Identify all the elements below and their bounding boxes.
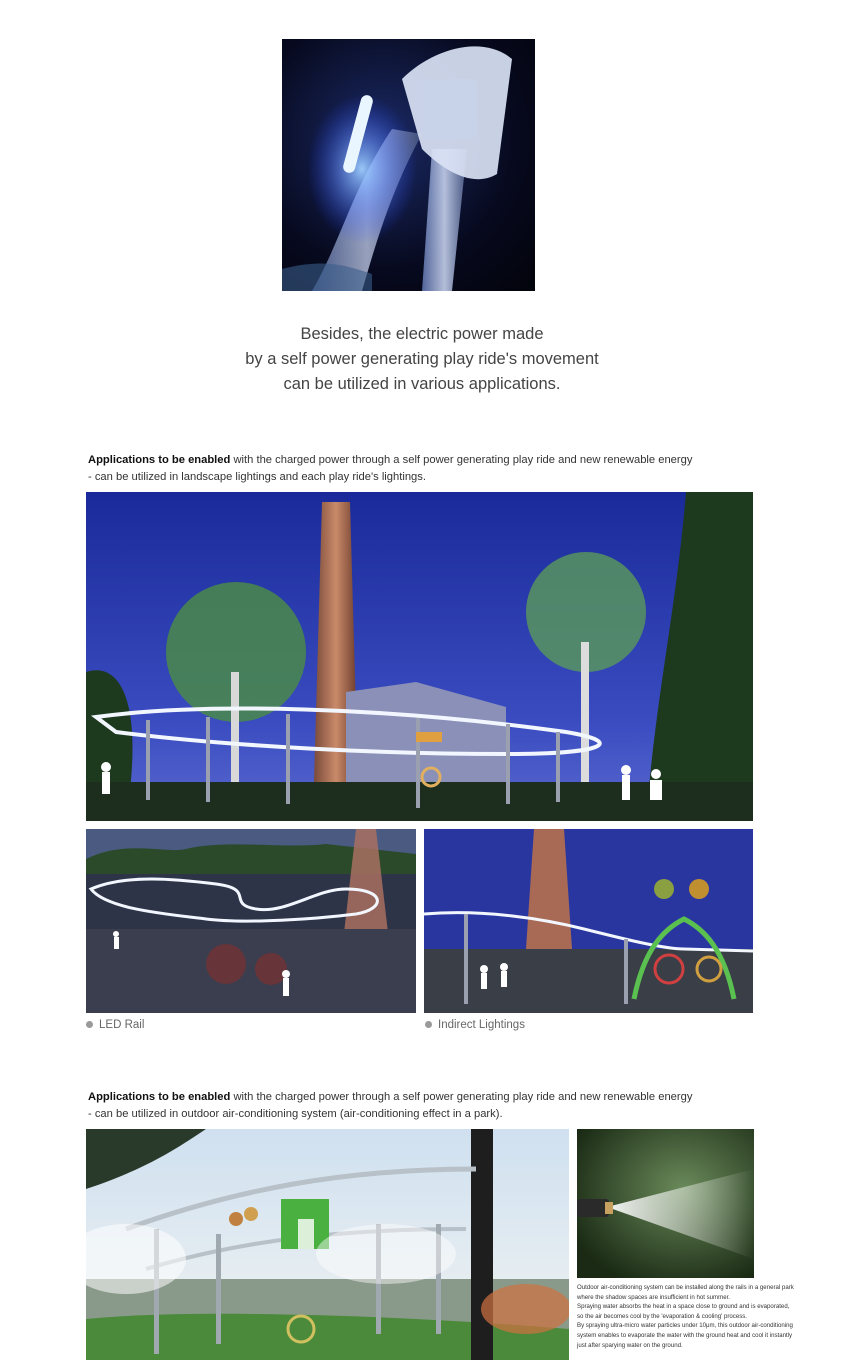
day-park-mist-illustration [86,1129,569,1360]
note-line-2: where the shadow spaces are insufficient in hot summer. [577,1293,730,1301]
note-line-3: Spraying water absorbs the heat in a space close to ground and is evaporated, [577,1303,790,1311]
section2-caption-rest: with the charged power through a self power generating play ride and new renewable energy [230,1091,693,1103]
note-line-1: Outdoor air-conditioning system can be installed along the rails in a general park [577,1284,794,1291]
legend-dot-icon [86,1021,93,1028]
intro-line-1: Besides, the electric power made [300,325,544,343]
air-conditioning-note [577,1283,843,1350]
intro-line-3: can be utilized in various applications. [283,375,561,393]
legend-indirect-lightings [425,1019,525,1031]
section1-caption-rest: with the charged power through a self power generating play ride and new renewable energy [230,454,693,466]
mist-nozzle-photo [577,1129,754,1278]
section2-caption [88,1089,788,1123]
section1-caption-line1 [88,452,788,469]
indirect-lightings-photo [424,829,753,1013]
intro-text [160,322,684,397]
night-park-illustration [86,492,753,821]
section1-caption-line2: - can be utilized in landscape lightings and each play ride's lightings. [88,471,426,483]
section2-caption-bold: Applications to be enabled [88,1091,231,1103]
intro-line-2: by a self power generating play ride's movement [245,350,599,368]
section2-caption-line1 [88,1089,788,1106]
indirect-lightings-illustration [424,829,753,1013]
led-lamp-illustration [282,39,535,291]
note-line-7: just after sparying water on the ground. [577,1341,683,1349]
section1-caption-bold: Applications to be enabled [88,454,231,466]
legend-indirect-lightings-label: Indirect Lightings [438,1019,525,1031]
note-line-4: so the air becomes cool by the 'evaporation & cooling' process. [577,1312,748,1320]
legend-led-rail-label: LED Rail [99,1019,145,1031]
legend-dot-icon [425,1021,432,1028]
day-park-mist-photo [86,1129,569,1360]
section2-caption-line2: - can be utilized in outdoor air-conditioning system (air-conditioning effect in a park). [88,1108,503,1120]
hero-led-lamp-photo [282,39,535,291]
mist-nozzle-illustration [577,1129,754,1278]
note-line-5: By spraying ultra-micro water particles under 10μm, this outdoor air-conditioning [577,1322,793,1330]
note-line-6: system enables to evaporate the water with the ground heat and cool it instantly [577,1331,793,1339]
led-rail-illustration [86,829,416,1013]
legend-led-rail [86,1019,144,1031]
led-rail-photo [86,829,416,1013]
night-park-photo [86,492,753,821]
section1-caption [88,452,788,486]
